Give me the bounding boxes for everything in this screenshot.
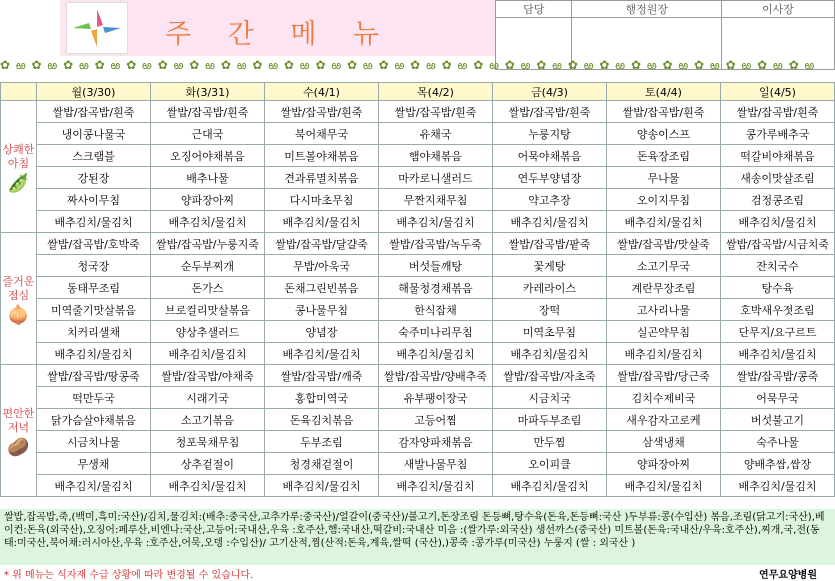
menu-cell: 검정콩조림 [721,189,835,211]
menu-cell: 쌀밥/잡곡밥/자초죽 [493,365,607,387]
menu-cell: 순두부찌개 [151,255,265,277]
menu-cell: 오이피클 [493,453,607,475]
day-header: 화(3/31) [151,83,265,101]
menu-cell: 시금치나물 [37,431,151,453]
menu-cell: 감자양파채볶음 [379,431,493,453]
menu-cell: 돈가스 [151,277,265,299]
menu-cell: 배추김치/물김치 [151,475,265,497]
menu-cell: 쌀밥/잡곡밥/달걀죽 [265,233,379,255]
menu-cell: 배추김치/물김치 [721,211,835,233]
menu-cell: 시래기국 [151,387,265,409]
menu-cell: 쌀밥/잡곡밥/깨죽 [265,365,379,387]
menu-cell: 양념장 [265,321,379,343]
menu-row [1,277,835,299]
menu-cell: 약고추장 [493,189,607,211]
day-header: 수(4/1) [265,83,379,101]
menu-row [1,233,835,255]
menu-cell: 두부조림 [265,431,379,453]
menu-cell: 양파장아찌 [607,453,721,475]
menu-cell: 단무지/요구르트 [721,321,835,343]
menu-cell: 배추김치/물김치 [493,475,607,497]
menu-row [1,189,835,211]
menu-cell: 소고기무국 [607,255,721,277]
menu-cell: 쌀밥/잡곡밥/흰죽 [379,101,493,123]
menu-cell: 배추김치/물김치 [607,343,721,365]
menu-row [1,101,835,123]
menu-cell: 무밥/아욱국 [265,255,379,277]
menu-cell: 배추김치/물김치 [721,475,835,497]
change-notice: * 위 메뉴는 식자재 수급 상황에 따라 변경될 수 있습니다. [4,570,254,581]
menu-cell: 쌀밥/잡곡밥/콩죽 [721,365,835,387]
menu-cell: 잔치국수 [721,255,835,277]
menu-row [1,145,835,167]
menu-cell: 삼색냉채 [607,431,721,453]
menu-cell: 떡만두국 [37,387,151,409]
menu-cell: 닭가슴살야채볶음 [37,409,151,431]
menu-cell: 홍합미역국 [265,387,379,409]
menu-cell: 새우감자고로케 [607,409,721,431]
menu-cell: 버섯들깨탕 [379,255,493,277]
header [0,0,835,80]
menu-cell: 미트볼야채볶음 [265,145,379,167]
menu-cell: 배추김치/물김치 [607,475,721,497]
menu-cell: 고사리나물 [607,299,721,321]
meal-label-text: 편안한 저녁 [2,406,35,434]
menu-cell: 브로컬리맛살볶음 [151,299,265,321]
corner-cell [1,83,37,101]
menu-row [1,123,835,145]
page-title: 주 간 메 뉴 [165,19,394,50]
menu-row [1,475,835,497]
menu-row [1,431,835,453]
menu-cell: 배추김치/물김치 [379,475,493,497]
menu-cell: 치커리샐채 [37,321,151,343]
menu-cell: 콩나물무침 [265,299,379,321]
menu-cell: 카레라이스 [493,277,607,299]
menu-cell: 강된장 [37,167,151,189]
menu-cell: 시금치국 [493,387,607,409]
menu-cell: 양배추쌈,쌈장 [721,453,835,475]
food-icon: 🥔 [7,436,30,458]
day-header: 금(4/3) [493,83,607,101]
day-header: 토(4/4) [607,83,721,101]
menu-cell: 만두찜 [493,431,607,453]
menu-row [1,409,835,431]
menu-cell: 계란무장조림 [607,277,721,299]
menu-cell: 소고기볶음 [151,409,265,431]
menu-cell: 배추김치/물김치 [379,211,493,233]
menu-cell: 누룽지탕 [493,123,607,145]
menu-cell: 양송이스프 [607,123,721,145]
menu-cell: 무생채 [37,453,151,475]
hospital-logo [66,2,128,54]
menu-row [1,321,835,343]
menu-cell: 배추나물 [151,167,265,189]
menu-cell: 쌀밥/잡곡밥/흰죽 [607,101,721,123]
menu-cell: 청국장 [37,255,151,277]
menu-cell: 떡갈비야채볶음 [721,145,835,167]
menu-cell: 배추김치/물김치 [265,211,379,233]
menu-cell: 쌀밥/잡곡밥/팥죽 [493,233,607,255]
menu-cell: 무나물 [607,167,721,189]
menu-cell: 쌀밥/잡곡밥/호박죽 [37,233,151,255]
sign-label: 이사장 [721,1,834,18]
menu-cell: 청포묵채무침 [151,431,265,453]
menu-cell: 냉이콩나물국 [37,123,151,145]
menu-cell: 배추김치/물김치 [151,343,265,365]
menu-cell: 쌀밥/잡곡밥/흰죽 [265,101,379,123]
menu-cell: 청경채겉절이 [265,453,379,475]
menu-cell: 쌀밥/잡곡밥/맛살죽 [607,233,721,255]
menu-cell: 마카로니샐러드 [379,167,493,189]
menu-cell: 북어채무국 [265,123,379,145]
menu-row [1,255,835,277]
menu-table [0,82,835,497]
menu-cell: 배추김치/물김치 [265,475,379,497]
menu-cell: 상추겉절이 [151,453,265,475]
vine-decoration: ✿ ఱ ✿ ఱ ✿ ఱ ✿ ఱ ✿ ఱ ✿ ఱ ✿ ఱ ✿ ఱ ✿ ఱ ✿ ఱ ✿ ఱ ✿ ఱ ✿ ఱ ✿ ఱ ✿ ఱ ✿ ఱ ✿ ఱ ✿ ఱ ✿ ఱ ✿ ఱ ✿ ఱ ✿ ఱ ✿ ఱ ✿ ఱ ✿ ఱ ✿ ఱ [0,58,816,72]
menu-cell: 배추김치/물김치 [607,211,721,233]
meal-label [1,101,37,233]
menu-cell: 숙주나물 [721,431,835,453]
menu-row [1,343,835,365]
menu-cell: 유부팽이장국 [379,387,493,409]
menu-cell: 무짠지채무침 [379,189,493,211]
meal-label-text: 즐거운 점심 [2,274,35,302]
menu-cell: 어묵무국 [721,387,835,409]
menu-cell: 미역초무침 [493,321,607,343]
menu-cell: 한식잡채 [379,299,493,321]
menu-cell: 배추김치/물김치 [37,475,151,497]
menu-cell: 새송이맛살조림 [721,167,835,189]
food-icon: 🧅 [7,304,30,326]
sign-label: 행정원장 [572,1,722,18]
menu-cell: 쌀밥/잡곡밥/야채죽 [151,365,265,387]
menu-cell: 돈채그린빈볶음 [265,277,379,299]
menu-cell: 견과류멸치볶음 [265,167,379,189]
meal-label-text: 상쾌한 아침 [2,142,35,170]
menu-cell: 장떡 [493,299,607,321]
menu-cell: 쌀밥/잡곡밥/땅콩죽 [37,365,151,387]
meal-label [1,365,37,497]
menu-cell: 고등어찜 [379,409,493,431]
menu-cell: 동태무조림 [37,277,151,299]
menu-cell: 배추김치/물김치 [37,211,151,233]
menu-row [1,299,835,321]
menu-cell: 버섯불고기 [721,409,835,431]
menu-cell: 호박새우젓조림 [721,299,835,321]
menu-cell: 쌀밥/잡곡밥/흰죽 [493,101,607,123]
menu-cell: 양파장아찌 [151,189,265,211]
menu-cell: 돈육김치볶음 [265,409,379,431]
menu-cell: 콩가루배추국 [721,123,835,145]
menu-cell: 배추김치/물김치 [493,211,607,233]
meal-label [1,233,37,365]
menu-cell: 쌀밥/잡곡밥/당근죽 [607,365,721,387]
day-header: 목(4/2) [379,83,493,101]
menu-cell: 짜사이무침 [37,189,151,211]
menu-row [1,167,835,189]
day-header-row [1,83,835,101]
menu-cell: 미역줄기맛살볶음 [37,299,151,321]
day-header: 월(3/30) [37,83,151,101]
menu-cell: 쌀밥/잡곡밥/흰죽 [37,101,151,123]
menu-cell: 어묵야채볶음 [493,145,607,167]
menu-cell: 다시마초무침 [265,189,379,211]
menu-cell: 배추김치/물김치 [721,343,835,365]
menu-cell: 양상추샐러드 [151,321,265,343]
menu-cell: 스크램블 [37,145,151,167]
menu-cell: 쌀밥/잡곡밥/녹두죽 [379,233,493,255]
menu-row [1,453,835,475]
menu-cell: 연두부양념장 [493,167,607,189]
menu-cell: 배추김치/물김치 [379,343,493,365]
menu-cell: 배추김치/물김치 [37,343,151,365]
menu-cell: 쌀밥/잡곡밥/양배추죽 [379,365,493,387]
menu-row [1,211,835,233]
food-icon: 🫛 [7,172,30,194]
menu-cell: 쌀밥/잡곡밥/누룽지죽 [151,233,265,255]
menu-cell: 배추김치/물김치 [493,343,607,365]
day-header: 일(4/5) [721,83,835,101]
menu-cell: 근대국 [151,123,265,145]
menu-cell: 김치수제비국 [607,387,721,409]
menu-cell: 돈육장조림 [607,145,721,167]
menu-cell: 탕수육 [721,277,835,299]
menu-cell: 해물청경채볶음 [379,277,493,299]
menu-cell: 숙주미나리무침 [379,321,493,343]
menu-cell: 쌀밥/잡곡밥/시금치죽 [721,233,835,255]
menu-cell: 오징어야채볶음 [151,145,265,167]
origin-note: 쌀밥,잡곡밥,죽,(백미,흑미:국산)/김치,물김치:(배추:중국산,고추가루:중국산)/얼갈이(중국산)/불고기,돈장조림 돈등뼈,탕수육(돈육,돈등뼈:국산 )두부류:콩(수입산) 볶음,조림(닭고기:국산),베이컨:돈육(외국산),오징어:페루산,비엔나:국산,고등어:국내산,우육 :호주산,햄:국내산,떡갈비:국내산 미음 :(쌀가루:외국산) 생선까스(중국산) 미트볼(돈육:국내산/우육:호주산),찌개,국,전(동태:미국산,북어채:러시아산,우육 :호주산,어묵,오뎅 :수입산)/ 고기산적,찜(산적:돈육,계육,쌀떡 (국산),)콩죽 :콩가루(미국산) 누룽지 (쌀 : 외국산 ) [0,509,835,565]
menu-cell: 마파두부조림 [493,409,607,431]
menu-cell: 오이지무침 [607,189,721,211]
menu-row [1,365,835,387]
menu-cell: 배추김치/물김치 [265,343,379,365]
menu-cell: 유채국 [379,123,493,145]
menu-cell: 쌀밥/잡곡밥/흰죽 [721,101,835,123]
menu-cell: 배추김치/물김치 [151,211,265,233]
menu-cell: 새발나물무침 [379,453,493,475]
hospital-name: 연무요양병원 [759,570,817,581]
menu-cell: 쌀밥/잡곡밥/흰죽 [151,101,265,123]
sign-label: 담당 [496,1,572,18]
menu-row [1,387,835,409]
menu-cell: 꽃게탕 [493,255,607,277]
menu-cell: 햄야채볶음 [379,145,493,167]
menu-cell: 실곤약무침 [607,321,721,343]
